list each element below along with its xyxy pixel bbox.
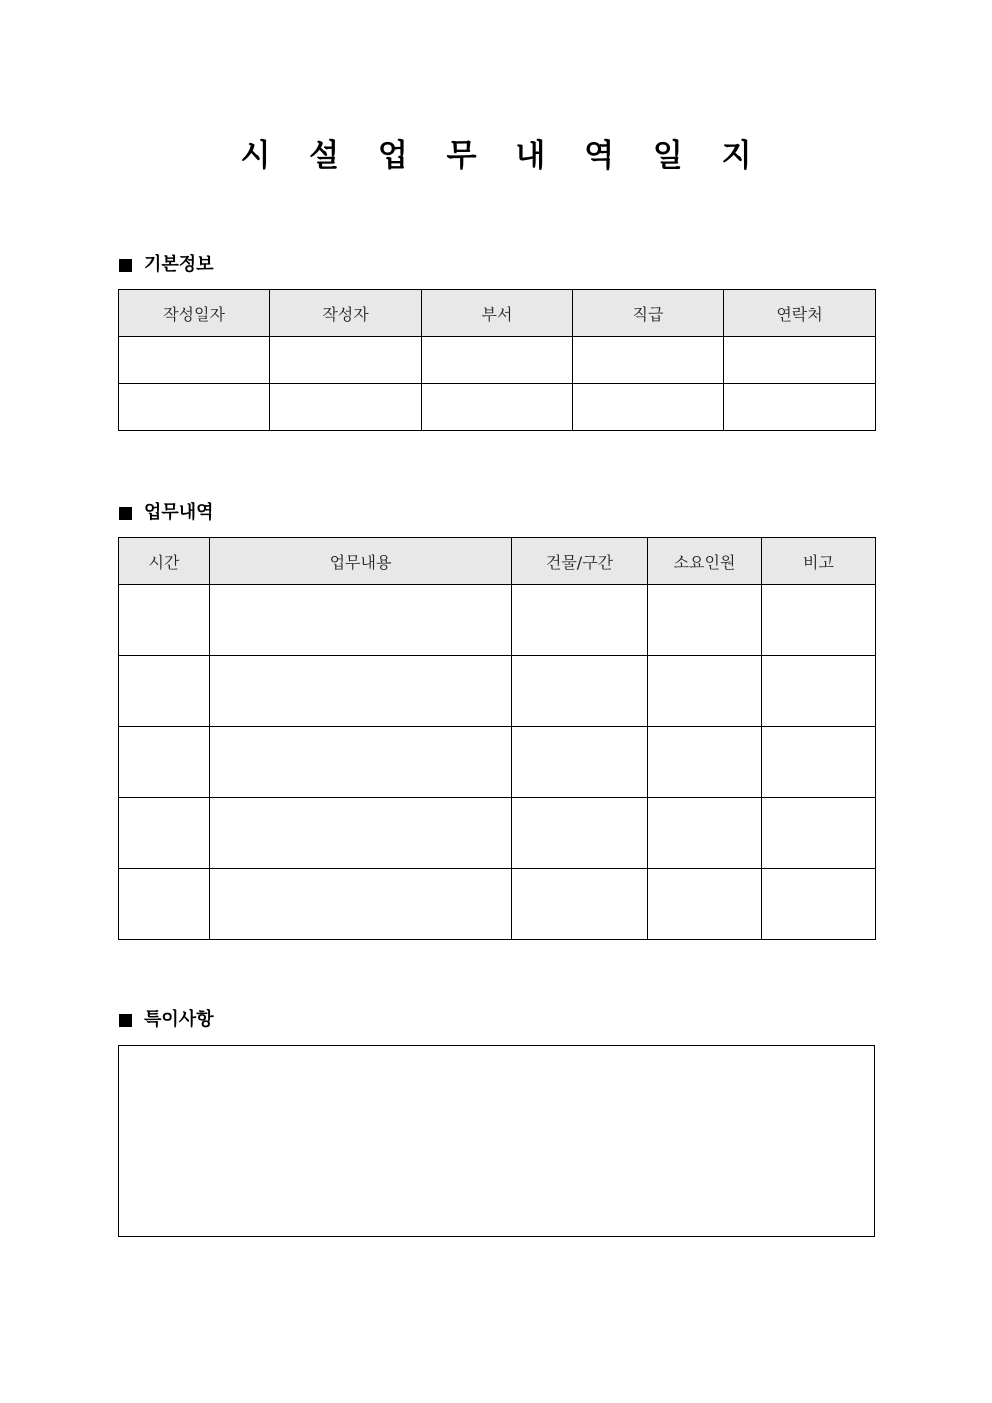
table-row [119,727,876,798]
remarks-cell[interactable] [762,798,876,869]
column-header-date: 작성일자 [119,290,270,337]
section-heading-label: 특이사항 [144,1009,214,1030]
date-cell[interactable] [119,337,270,384]
task-cell[interactable] [210,869,512,940]
task-cell[interactable] [210,727,512,798]
remarks-cell[interactable] [762,656,876,727]
personnel-cell[interactable] [648,798,762,869]
personnel-cell[interactable] [648,869,762,940]
building-cell[interactable] [512,869,648,940]
table-row [119,869,876,940]
date-cell[interactable] [119,384,270,431]
department-cell[interactable] [422,384,573,431]
building-cell[interactable] [512,585,648,656]
column-header-time: 시간 [119,538,210,585]
table-row [119,585,876,656]
contact-cell[interactable] [724,337,876,384]
table-row [119,384,876,431]
column-header-position: 직급 [573,290,724,337]
column-header-task: 업무내용 [210,538,512,585]
section-heading-label: 기본정보 [144,254,214,275]
task-cell[interactable] [210,585,512,656]
basic-info-table [118,289,876,431]
personnel-cell[interactable] [648,656,762,727]
section-heading-work-details [119,501,214,525]
contact-cell[interactable] [724,384,876,431]
column-header-department: 부서 [422,290,573,337]
department-cell[interactable] [422,337,573,384]
personnel-cell[interactable] [648,727,762,798]
column-header-remarks: 비고 [762,538,876,585]
remarks-cell[interactable] [762,727,876,798]
building-cell[interactable] [512,798,648,869]
section-heading-label: 업무내역 [144,502,214,523]
building-cell[interactable] [512,727,648,798]
work-details-table [118,537,876,940]
remarks-cell[interactable] [762,585,876,656]
square-bullet-icon [119,507,132,520]
table-row [119,656,876,727]
time-cell[interactable] [119,798,210,869]
time-cell[interactable] [119,727,210,798]
table-row [119,798,876,869]
time-cell[interactable] [119,656,210,727]
task-cell[interactable] [210,798,512,869]
square-bullet-icon [119,259,132,272]
table-header-row [119,538,876,585]
column-header-personnel: 소요인원 [648,538,762,585]
table-header-row [119,290,876,337]
remarks-cell[interactable] [762,869,876,940]
column-header-contact: 연락처 [724,290,876,337]
section-heading-basic-info [119,253,214,277]
building-cell[interactable] [512,656,648,727]
author-cell[interactable] [270,384,422,431]
special-notes-box[interactable] [118,1045,875,1237]
table-row [119,337,876,384]
personnel-cell[interactable] [648,585,762,656]
author-cell[interactable] [270,337,422,384]
position-cell[interactable] [573,384,724,431]
position-cell[interactable] [573,337,724,384]
document-title: 시 설 업 무 내 역 일 지 [240,138,766,174]
task-cell[interactable] [210,656,512,727]
column-header-author: 작성자 [270,290,422,337]
section-heading-special-notes [119,1008,214,1032]
column-header-building: 건물/구간 [512,538,648,585]
time-cell[interactable] [119,585,210,656]
time-cell[interactable] [119,869,210,940]
square-bullet-icon [119,1014,132,1027]
